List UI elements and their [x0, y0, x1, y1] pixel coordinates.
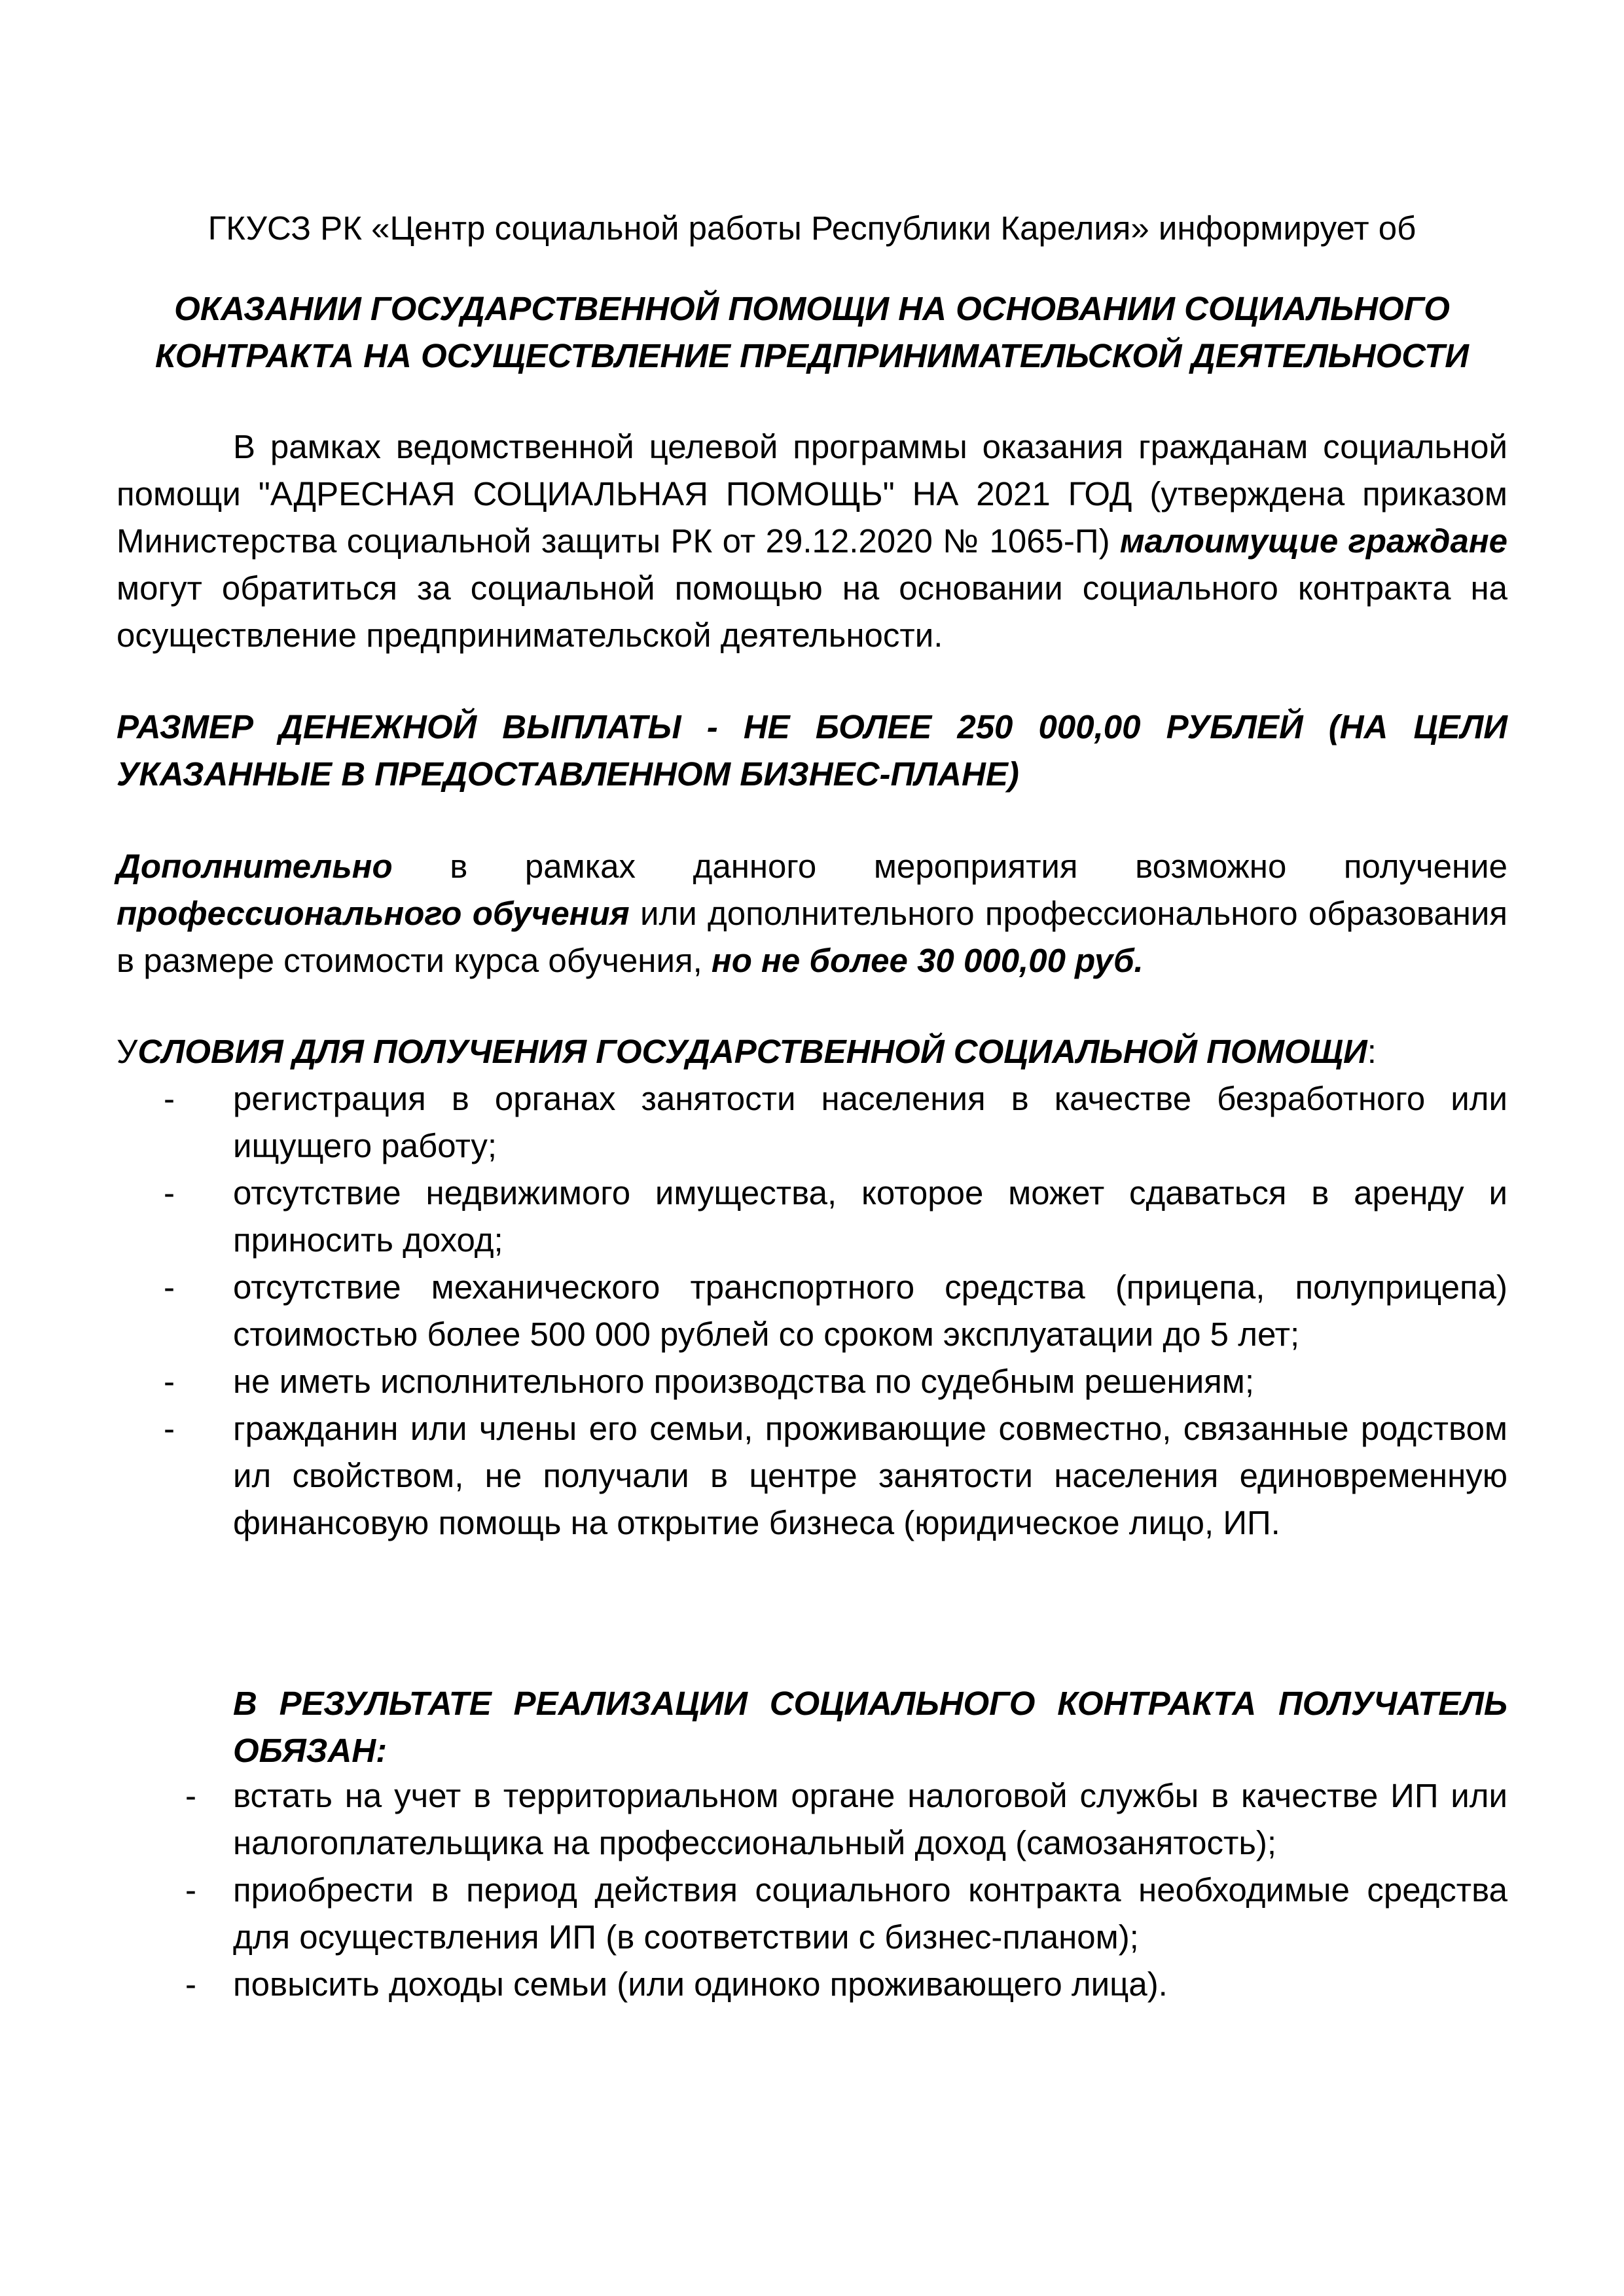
list-item: - не иметь исполнительного производства по судебным решениям; — [117, 1358, 1507, 1405]
conditions-colon: : — [1367, 1033, 1377, 1070]
dash-marker: - — [185, 1965, 196, 2003]
list-item: - отсутствие недвижимого имущества, которое может сдаваться в аренду и приносить доход; — [117, 1170, 1507, 1264]
conditions-heading-text: СЛОВИЯ ДЛЯ ПОЛУЧЕНИЯ ГОСУДАРСТВЕННОЙ СОЦИАЛЬНОЙ ПОМОЩИ — [137, 1033, 1367, 1070]
obligations-heading: В РЕЗУЛЬТАТЕ РЕАЛИЗАЦИИ СОЦИАЛЬНОГО КОНТРАКТА ПОЛУЧАТЕЛЬ ОБЯЗАН: — [233, 1685, 1507, 1769]
program-text-2: могут обратиться за социальной помощью на основании социального контракта на осуществление предпринимательской деятельности. — [117, 569, 1507, 654]
program-paragraph — [117, 423, 1507, 659]
title-line-2: КОНТРАКТА НА ОСУЩЕСТВЛЕНИЕ ПРЕДПРИНИМАТЕЛЬСКОЙ ДЕЯТЕЛЬНОСТИ — [155, 337, 1469, 374]
dash-marker: - — [164, 1268, 175, 1306]
list-item: - отсутствие механического транспортного средства (прицепа, полуприцепа) стоимостью более 500 000 рублей со сроком эксплуатации до 5 лет; — [117, 1264, 1507, 1358]
additionally-label: Дополнительно — [117, 848, 393, 885]
training-limit: но не более 30 000,00 руб. — [711, 942, 1144, 979]
conditions-first-letter: У — [117, 1033, 138, 1070]
professional-training: профессионального обучения — [117, 895, 630, 932]
low-income-citizens: малоимущие граждане — [1119, 522, 1507, 560]
program-text-1: В рамках ведомственной целевой программы оказания гражданам социальной помощи "АДРЕСНАЯ СОЦИАЛЬНАЯ ПОМОЩЬ" НА 2021 ГОД (утверждена приказом Министерства социальной защиты РК от 29.12.2020 № 1065-П) — [117, 428, 1507, 560]
dash-marker: - — [164, 1363, 175, 1400]
intro-line: ГКУСЗ РК «Центр социальной работы Республики Карелия» информирует об — [208, 209, 1416, 247]
conditions-heading — [117, 1028, 1507, 1075]
conditions-list — [117, 1075, 1507, 1547]
dash-marker: - — [164, 1410, 175, 1447]
training-text-1: в рамках данного мероприятия возможно получение — [392, 848, 1507, 885]
list-item: - регистрация в органах занятости населения в качестве безработного или ищущего работу; — [117, 1075, 1507, 1170]
list-item: - встать на учет в территориальном органе налоговой службы в качестве ИП или налогоплательщика на профессиональный доход (самозанятость); — [117, 1772, 1507, 1867]
training-text-2: или дополнительного профессионального образования в размере стоимости курса обучения, — [117, 895, 1507, 979]
dash-marker: - — [185, 1871, 196, 1909]
dash-marker: - — [164, 1080, 175, 1117]
list-item: - гражданин или члены его семьи, проживающие совместно, связанные родством ил свойством, не получали в центре занятости населения единовременную финансовую помощь на открытие бизнеса (юридическое лицо, ИП. — [117, 1405, 1507, 1547]
list-item: - повысить доходы семьи (или одиноко проживающего лица). — [117, 1961, 1507, 2008]
payment-amount-heading: РАЗМЕР ДЕНЕЖНОЙ ВЫПЛАТЫ - НЕ БОЛЕЕ 250 000,00 РУБЛЕЙ (НА ЦЕЛИ УКАЗАННЫЕ В ПРЕДОСТАВЛЕННОМ БИЗНЕС-ПЛАНЕ) — [117, 708, 1507, 793]
dash-marker: - — [185, 1777, 196, 1814]
dash-marker: - — [164, 1174, 175, 1211]
document-title — [117, 285, 1507, 380]
title-line-1: ОКАЗАНИИ ГОСУДАРСТВЕННОЙ ПОМОЩИ НА ОСНОВАНИИ СОЦИАЛЬНОГО — [174, 290, 1450, 327]
obligations-list — [117, 1772, 1507, 2008]
list-item: - приобрести в период действия социального контракта необходимые средства для осуществления ИП (в соответствии с бизнес-планом); — [117, 1867, 1507, 1961]
additional-training-paragraph — [117, 843, 1507, 984]
